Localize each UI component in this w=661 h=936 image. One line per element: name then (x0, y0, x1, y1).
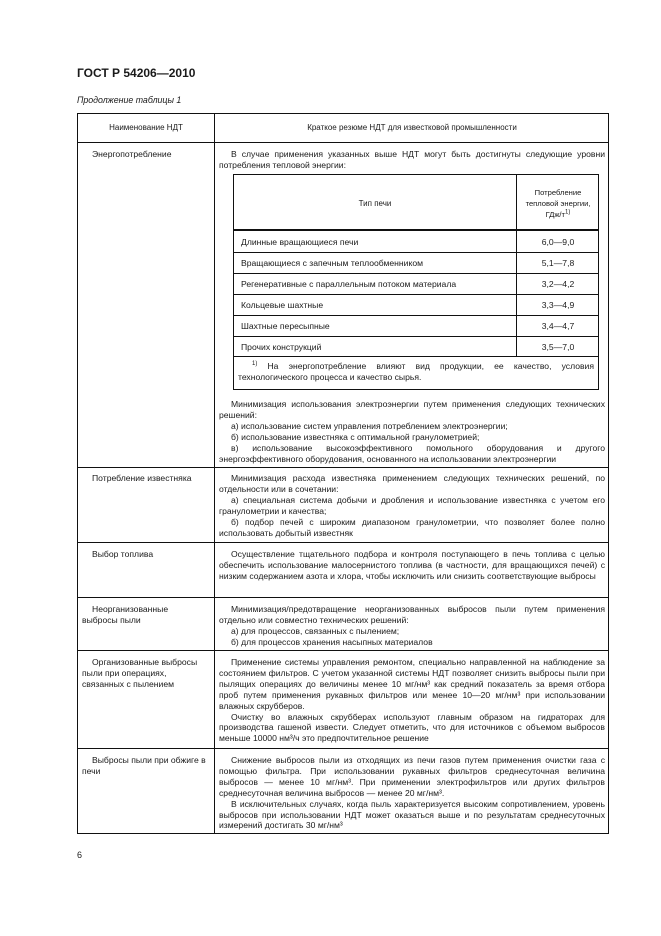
inner-row-divider (234, 315, 598, 316)
inner-row-divider (234, 356, 598, 357)
list-item: а) использование систем управления потреблением электроэнергии; (231, 420, 508, 431)
column-divider (214, 114, 215, 833)
row-label: Выбросы пыли при обжиге в печи (82, 755, 206, 776)
paragraph: Осуществление тщательного подбора и контроля поступающего в печь топлива с целью обеспечить использование малосернистого топлива (в частности, для вращающихся печей) с низким содержанием азота и хлора, чтобы исключить или снизить соответствующие выбросы (219, 549, 605, 581)
inner-row-divider (234, 294, 598, 295)
list-item: б) для процессов хранения насыпных материалов (231, 636, 433, 647)
row-label: Неорганизованные выбросы пыли (82, 604, 169, 625)
footnote-text: На энергопотребление влияют вид продукции, ее качество, условия технологического процесса и качество сырья. (238, 361, 594, 382)
row-divider (78, 467, 608, 468)
row-label: Энергопотребление (92, 149, 172, 159)
kiln-type: Кольцевые шахтные (241, 300, 324, 310)
kiln-value: 6,0—9,0 (541, 237, 575, 247)
kiln-value: 3,2—4,2 (541, 279, 575, 289)
paragraph: Снижение выбросов пыли из отходящих из печи газов путем применения очистки газа с помощью фильтра. При использовании рукавных фильтров среднесуточная величина выбросов — менее 10 мг/нм³. При применении электрофильтров или других фильтров среднесуточная величина выбросов — менее 20 мг/нм³. (219, 755, 605, 798)
inner-row-divider (234, 273, 598, 274)
list-item: в) использование высокоэффективного помольного оборудования и другого энергоэффективного оборудования, основанного на использовании электроэнергии (219, 442, 605, 464)
row-label: Выбор топлива (92, 549, 154, 559)
page-number: 6 (77, 850, 83, 860)
kiln-type: Прочих конструкций (241, 342, 322, 352)
bat-table (77, 113, 609, 834)
row-label: Организованные выбросы пыли при операциях, связанных с пылением (82, 657, 198, 689)
paragraph: Минимизация использования электроэнергии путем применения следующих технических решений: (219, 399, 605, 420)
document-title: ГОСТ Р 54206—2010 (77, 66, 196, 80)
kiln-value: 3,5—7,0 (541, 342, 575, 352)
list-item: б) подбор печей с широким диапазоном гранулометрии, что позволяет более полно использовать добытый известняк (219, 516, 605, 538)
footnote-marker: 1) (252, 361, 258, 368)
paragraph: В исключительных случаях, когда пыль характеризуется высоким сопротивлением, уровень выбросов при использовании НДТ может оказаться выше и по результатам среднесуточных измерений достигать 30 мг/нм³ (219, 798, 605, 831)
inner-footnote (238, 361, 594, 383)
inner-row-divider (234, 336, 598, 337)
kiln-type: Регенеративные с параллельным потоком материала (241, 279, 457, 289)
row-content (219, 755, 605, 831)
list-item: б) использование известняка с оптимальной гранулометрией; (231, 431, 480, 442)
kiln-type: Вращающиеся с запечным теплообменником (241, 258, 424, 268)
paragraph: Минимизация расхода известняка применением следующих технических решений, по отдельности или в сочетании: (219, 473, 605, 494)
inner-header-text: Потребление тепловой энергии, ГДж/т (525, 188, 591, 219)
row-divider (78, 597, 608, 598)
kiln-type: Длинные вращающиеся печи (241, 237, 359, 247)
kiln-value: 3,4—4,7 (541, 321, 575, 331)
inner-header-kiln: Тип печи (358, 199, 392, 208)
row-divider (78, 650, 608, 651)
table-continuation-caption: Продолжение таблицы 1 (77, 95, 182, 105)
row-content (219, 604, 605, 648)
kiln-type: Шахтные пересыпные (241, 321, 330, 331)
column-header-name: Наименование НДТ (109, 123, 183, 132)
paragraph: Минимизация/предотвращение неорганизованных выбросов пыли путем применения отдельно или совместно технических решений: (219, 604, 605, 625)
row-content (219, 657, 605, 744)
footnote-marker: 1) (565, 209, 571, 216)
paragraph: Применение системы управления ремонтом, специально направленной на наблюдение за состоянием фильтров. С учетом указанной системы НДТ позволяет снизить выбросы пыли при пылящих операциях до величины менее 10 мг/нм³ как средний показатель за время отбора проб путем применения рукавных фильтров или менее 10—20 мг/нм³ при использовании влажных скрубберов. (219, 657, 605, 711)
row-divider (78, 748, 608, 749)
row-label: Потребление известняка (92, 473, 192, 483)
inner-header-consumption (518, 187, 598, 220)
inner-header-divider (234, 229, 598, 231)
paragraph: Очистку во влажных скрубберах используют главным образом на гидраторах для производства гашеной извести. Следует отметить, что для источников с объемом выбросов меньше 10000 нм³/ч это предпочтительное решение (219, 711, 605, 744)
row-content (219, 399, 605, 464)
column-header-summary: Краткое резюме НДТ для известковой промышленности (307, 123, 517, 132)
row-divider (78, 542, 608, 543)
row-intro: В случае применения указанных выше НДТ могут быть достигнуты следующие уровни потребления тепловой энергии: (219, 149, 605, 170)
header-divider (78, 142, 608, 143)
kiln-value: 5,1—7,8 (541, 258, 575, 268)
inner-row-divider (234, 252, 598, 253)
list-item: а) для процессов, связанных с пылением; (231, 625, 400, 636)
heat-consumption-table (233, 174, 599, 390)
row-content (219, 473, 605, 538)
kiln-value: 3,3—4,9 (541, 300, 575, 310)
list-item: а) специальная система добычи и дробления и использование известняка с учетом его гранулометрии и качества; (219, 494, 605, 516)
